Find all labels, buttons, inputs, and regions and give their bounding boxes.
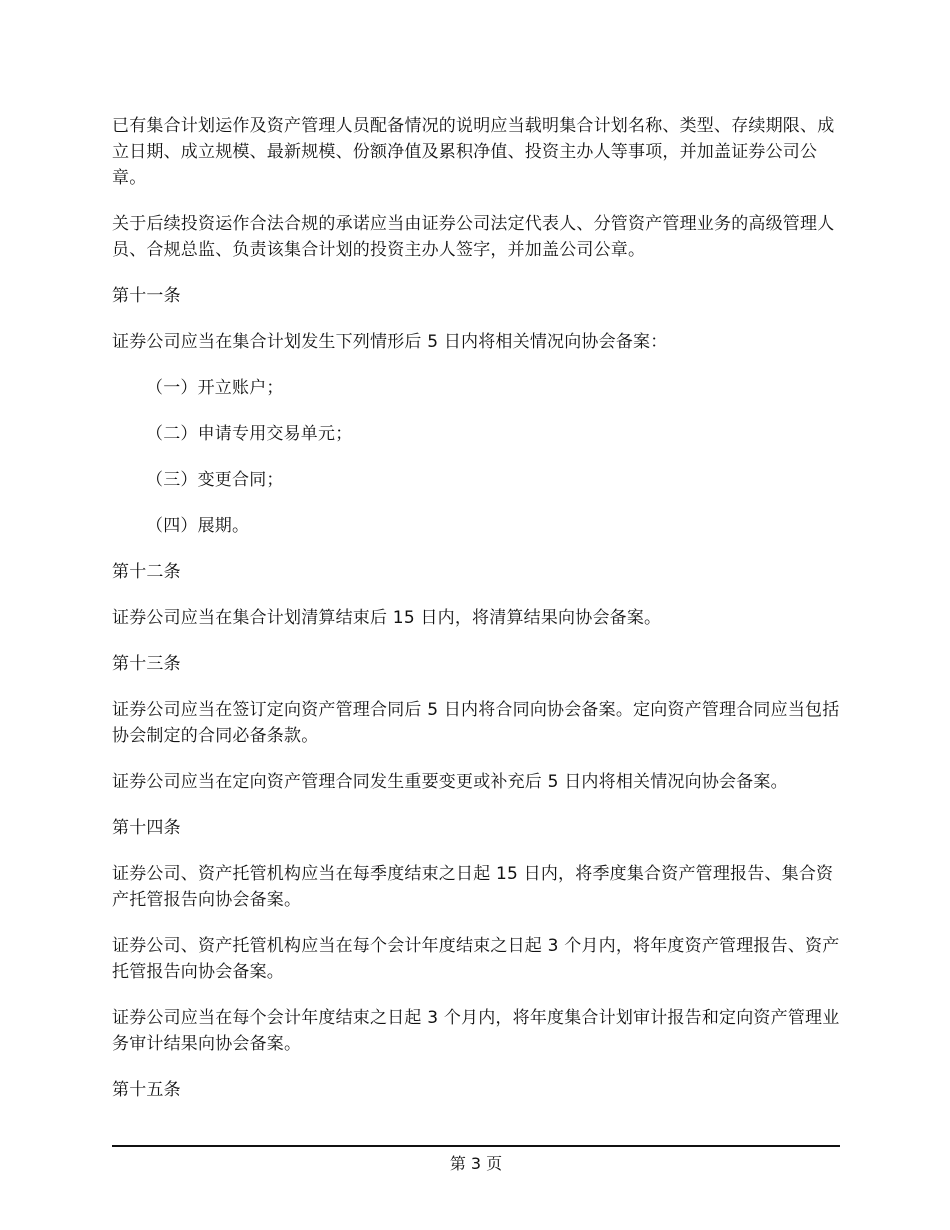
list-item-extension: （四）展期。 (146, 516, 250, 536)
article-heading-14: 第十四条 (112, 818, 181, 838)
article-heading-15: 第十五条 (112, 1080, 181, 1100)
paragraph-compliance-commitment: 关于后续投资运作合法合规的承诺应当由证券公司法定代表人、分管资产管理业务的高级管理人员、合规总监、负责该集合计划的投资主办人签字，并加盖公司公章。 (112, 214, 835, 260)
document-body (112, 113, 840, 1123)
paragraph-article-14-audit: 证券公司应当在每个会计年度结束之日起 3 个月内，将年度集合计划审计报告和定向资产管理业务审计结果向协会备案。 (112, 1008, 840, 1054)
footer-divider (112, 1145, 840, 1147)
paragraph-article-13-contract: 证券公司应当在签订定向资产管理合同后 5 日内将合同向协会备案。定向资产管理合同应当包括协会制定的合同必备条款。 (112, 700, 840, 746)
paragraph-article-14-quarterly: 证券公司、资产托管机构应当在每季度结束之日起 15 日内，将季度集合资产管理报告、集合资产托管报告向协会备案。 (112, 864, 834, 910)
paragraph-article-12: 证券公司应当在集合计划清算结束后 15 日内，将清算结果向协会备案。 (112, 608, 662, 628)
paragraph-article-13-change: 证券公司应当在定向资产管理合同发生重要变更或补充后 5 日内将相关情况向协会备案。 (112, 772, 788, 792)
list-item-change-contract: （三）变更合同； (146, 470, 284, 490)
paragraph-article-11-intro: 证券公司应当在集合计划发生下列情形后 5 日内将相关情况向协会备案： (112, 332, 668, 352)
article-heading-11: 第十一条 (112, 286, 181, 306)
page-number: 第 3 页 (449, 1154, 503, 1173)
list-item-trading-unit: （二）申请专用交易单元； (146, 424, 353, 444)
article-heading-13: 第十三条 (112, 654, 181, 674)
paragraph-collective-plan-description: 已有集合计划运作及资产管理人员配备情况的说明应当载明集合计划名称、类型、存续期限、成立日期、成立规模、最新规模、份额净值及累积净值、投资主办人等事项，并加盖证券公司公章。 (112, 116, 835, 188)
paragraph-article-14-annual: 证券公司、资产托管机构应当在每个会计年度结束之日起 3 个月内，将年度资产管理报告、资产托管报告向协会备案。 (112, 936, 840, 982)
list-item-open-account: （一）开立账户； (146, 378, 284, 398)
article-heading-12: 第十二条 (112, 562, 181, 582)
